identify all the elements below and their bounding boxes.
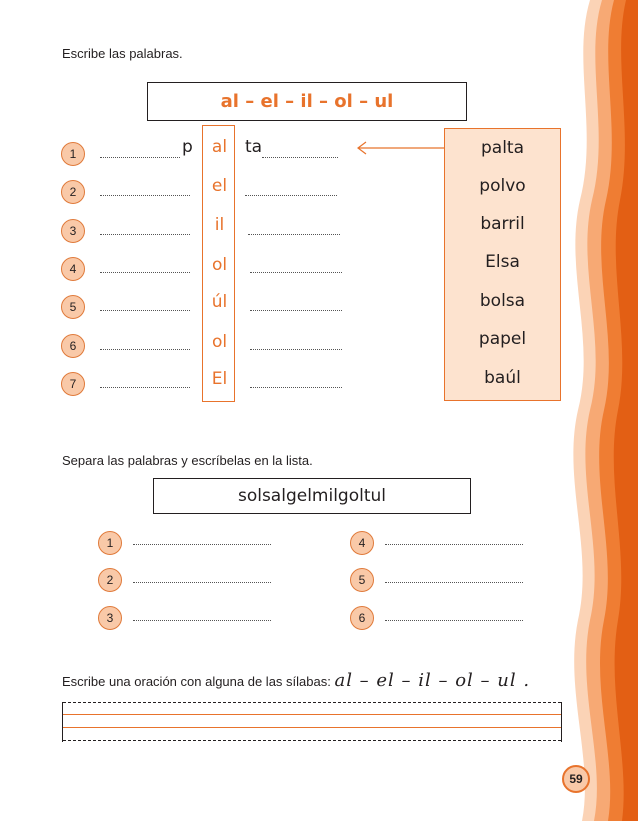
answer-line-left-5[interactable] (100, 310, 190, 311)
syllables-header-box (147, 82, 467, 121)
syllable-6: ol (211, 332, 228, 352)
instruction-separate-words: Separa las palabras y escríbelas en la lista. (62, 453, 313, 468)
page-number-badge (562, 765, 590, 793)
list-line-1[interactable] (133, 544, 271, 545)
word-4: Elsa (485, 252, 520, 272)
item-number-4: 4 (61, 257, 85, 281)
letters-string: solsalgelmilgoltul (237, 486, 387, 506)
list-line-6[interactable] (385, 620, 523, 621)
word-3: barril (480, 214, 525, 234)
answer-line-left-4[interactable] (100, 272, 190, 273)
page-number: 59 (569, 772, 583, 786)
line-bottom (63, 740, 561, 741)
answer-line-right-7[interactable] (250, 387, 342, 388)
word-5: bolsa (479, 291, 526, 311)
line-mid-upper (63, 714, 561, 715)
item-number-1: 1 (61, 142, 85, 166)
line-top (63, 702, 561, 703)
item-number-3: 3 (61, 219, 85, 243)
answer-line-left-3[interactable] (100, 234, 190, 235)
list-number-3: 3 (98, 606, 122, 630)
writing-lines[interactable] (62, 702, 562, 742)
syllables-header-text: al – el – il – ol – ul (220, 91, 394, 112)
example-suffix: ta (245, 137, 263, 157)
list-number-4: 4 (350, 531, 374, 555)
answer-line-right-3[interactable] (248, 234, 340, 235)
example-prefix: p (182, 137, 193, 157)
word-1: palta (480, 138, 524, 158)
instruction-sentence-text: Escribe una oración con alguna de las sílabas: (62, 674, 331, 689)
list-number-6: 6 (350, 606, 374, 630)
answer-line-left-1[interactable] (100, 157, 180, 158)
list-number-1: 1 (98, 531, 122, 555)
list-line-3[interactable] (133, 620, 271, 621)
instruction-write-words: Escribe las palabras. (62, 46, 183, 61)
answer-line-right-6[interactable] (250, 349, 342, 350)
answer-line-right-4[interactable] (250, 272, 342, 273)
item-number-6: 6 (61, 334, 85, 358)
list-line-5[interactable] (385, 582, 523, 583)
cursive-syllables: al – el – il – ol – ul . (334, 670, 531, 691)
syllable-3: il (214, 215, 225, 235)
answer-line-right-5[interactable] (250, 310, 342, 311)
syllable-1: al (211, 137, 228, 157)
item-number-2: 2 (61, 180, 85, 204)
answer-line-left-6[interactable] (100, 349, 190, 350)
answer-line-left-2[interactable] (100, 195, 190, 196)
syllable-4: ol (211, 255, 228, 275)
answer-line-left-7[interactable] (100, 387, 190, 388)
answer-line-right-2[interactable] (245, 195, 337, 196)
syllable-2: el (211, 176, 228, 196)
list-number-2: 2 (98, 568, 122, 592)
syllable-5: úl (211, 292, 228, 312)
item-number-7: 7 (61, 372, 85, 396)
letters-box (153, 478, 471, 514)
list-number-5: 5 (350, 568, 374, 592)
list-line-4[interactable] (385, 544, 523, 545)
word-6: papel (478, 329, 527, 349)
answer-line-right-1[interactable] (262, 157, 338, 158)
line-mid-lower (63, 727, 561, 728)
decorative-wave-border (568, 0, 638, 821)
syllable-7: El (211, 369, 228, 389)
instruction-write-sentence (62, 670, 530, 691)
word-2: polvo (479, 176, 526, 196)
item-number-5: 5 (61, 295, 85, 319)
word-7: baúl (484, 368, 521, 388)
list-line-2[interactable] (133, 582, 271, 583)
